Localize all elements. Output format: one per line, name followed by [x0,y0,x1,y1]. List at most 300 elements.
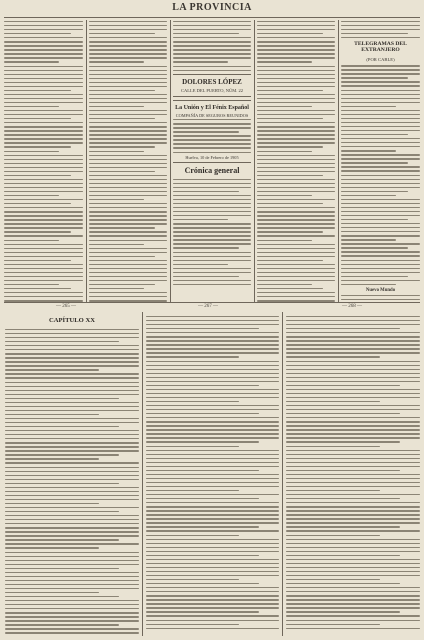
text-line [286,567,420,568]
news-column-5 [341,21,420,303]
text-line [146,559,279,560]
text-line [286,587,420,588]
text-line [5,552,139,553]
text-line [257,94,335,95]
text-line [4,86,83,87]
text-line [257,179,335,180]
text-line [173,284,251,285]
text-line [5,479,139,480]
text-line [4,296,83,297]
text-line [286,535,380,536]
text-line [173,264,228,265]
text-line [4,130,83,131]
text-line [146,575,279,576]
text-line [257,61,312,62]
text-line [5,450,139,451]
text-line [286,332,420,333]
text-line [173,57,251,58]
text-line [146,478,279,479]
text-line [257,106,312,107]
text-line [4,264,83,265]
text-line [341,235,420,236]
text-line [4,57,83,58]
text-line [89,102,167,103]
text-line [4,98,83,99]
text-line [286,530,420,531]
text-line [173,280,251,281]
text-line [341,150,396,151]
column-divider [86,20,87,303]
text-line [146,328,259,329]
column-divider [254,20,255,303]
text-line [5,527,139,528]
text-line [257,126,335,127]
text-line [5,353,139,354]
text-line [5,539,119,540]
text-line [89,199,144,200]
text-line [286,421,420,422]
text-line [173,211,251,212]
text-line [5,357,139,358]
text-line [341,199,420,200]
text-line [5,576,139,577]
text-line [89,37,167,38]
text-line [173,203,251,204]
text-line [89,122,167,123]
folio-right: — 268 — [342,304,362,309]
text-line [5,410,139,411]
ad-title: La Unión y El Fénix Español [175,105,249,112]
text-line [286,526,400,527]
text-line [146,316,279,317]
text-line [257,159,335,160]
text-line [4,122,83,123]
text-line [257,296,335,297]
text-line [341,158,420,159]
text-line [5,422,139,423]
text-line [146,628,279,629]
text-line [5,458,99,459]
text-line [4,288,71,289]
text-line [257,195,312,196]
folio-left: — 265 — [56,304,76,309]
serial-column-3 [286,316,420,636]
text-line [89,53,167,54]
text-line [286,591,420,592]
text-line [4,203,71,204]
text-line [173,49,251,50]
text-line [257,163,335,164]
text-line [257,130,335,131]
text-line [89,264,167,265]
text-line [286,579,380,580]
text-line [4,215,83,216]
section-title-telegramas: TELEGRAMAS DEL EXTRANJERO [354,41,407,54]
text-line [89,78,167,79]
text-line [146,591,279,592]
text-line [146,506,279,507]
text-line [89,252,167,253]
text-line [89,45,167,46]
advertisement-fenix [173,100,251,163]
text-line [89,191,167,192]
text-line [286,320,420,321]
text-line [173,152,251,153]
text-line [146,356,239,357]
text-line [341,73,420,74]
ad-text [173,119,251,153]
text-line [341,255,420,256]
text-line [146,348,279,349]
ad-date: Huelva, 10 de Febrero de 1905 [185,154,239,160]
text-line [4,94,83,95]
text-line [146,377,279,378]
text-line [5,535,139,536]
ad-address: CALLE DEL PUERTO, NÚM. 22 [181,88,243,94]
text-line [286,474,420,475]
text-line [4,219,83,220]
text-line [5,418,139,419]
text-line [5,454,119,455]
text-line [89,248,167,249]
text-line [173,231,251,232]
text-line [286,437,420,438]
text-line [286,502,420,503]
text-line [4,268,83,269]
text-line [341,94,420,95]
text-line [173,247,239,248]
text-line [89,155,167,156]
text-line [89,138,167,139]
text-line [5,592,99,593]
text-line [89,49,167,50]
text-line [257,66,335,67]
feuilleton-rule [4,302,420,303]
text-line [257,207,335,208]
text-line [257,53,335,54]
text-line [89,203,167,204]
text-line [286,425,420,426]
text-line [5,491,139,492]
text-line [341,191,408,192]
text-line [89,179,167,180]
text-line [146,522,279,523]
column-text [4,21,83,302]
text-line [89,219,167,220]
text-line [5,406,139,407]
text-line [173,123,251,124]
column-text [173,21,251,71]
text-line [257,199,335,200]
text-line [89,159,167,160]
text-line [4,223,83,224]
text-line [4,195,59,196]
text-line [89,187,167,188]
text-line [4,33,71,34]
text-line [341,268,420,269]
text-line [257,268,335,269]
text-line [286,599,420,600]
text-line [146,518,279,519]
text-line [257,256,335,257]
text-line [5,361,139,362]
text-line [286,417,420,418]
text-line [286,543,420,544]
column-text [146,316,279,629]
text-line [257,134,335,135]
text-line [341,207,420,208]
text-line [5,519,139,520]
text-line [286,441,400,442]
text-line [286,490,380,491]
text-line [173,143,251,144]
text-line [286,413,400,414]
text-line [286,498,400,499]
text-line [173,53,251,54]
text-line [341,130,420,131]
text-line [341,142,420,143]
ad-title: DOLORES LÓPEZ [182,77,242,86]
text-line [4,106,59,107]
text-line [173,215,251,216]
text-line [257,98,335,99]
text-line [4,90,71,91]
column-text [89,21,167,156]
text-line [286,340,420,341]
text-line [89,106,144,107]
text-line [146,498,259,499]
text-line [257,151,312,152]
text-line [257,78,335,79]
text-line [173,223,251,224]
text-line [286,446,380,447]
text-line [5,390,139,391]
text-line [341,25,420,26]
text-line [146,441,259,442]
text-line [173,179,251,180]
text-line [4,159,83,160]
text-line [146,555,259,556]
text-line [286,348,420,349]
text-line [257,142,335,143]
text-line [257,146,323,147]
text-line [5,568,119,569]
text-line [4,110,83,111]
text-line [5,511,119,512]
text-line [4,61,59,62]
text-line [341,102,420,103]
text-line [89,41,167,42]
text-line [4,29,83,30]
text-line [89,134,167,135]
text-line [146,369,279,370]
text-line [4,227,83,228]
text-line [89,110,167,111]
text-line [341,195,396,196]
text-line [257,292,335,293]
text-line [146,547,279,548]
text-line [257,276,335,277]
text-line [146,526,259,527]
text-line [257,280,335,281]
text-line [341,29,420,30]
text-line [146,462,279,463]
text-line [286,450,420,451]
text-line [341,223,420,224]
text-line [146,361,279,362]
text-line [89,74,167,75]
text-line [146,332,279,333]
text-line [4,252,83,253]
text-line [146,482,279,483]
text-line [5,515,139,516]
text-line [341,77,408,78]
text-line [5,503,99,504]
text-line [5,531,139,532]
text-line [5,556,139,557]
text-line [173,33,239,34]
text-line [341,247,408,248]
text-line [4,134,83,135]
text-line [173,183,251,184]
text-line [146,551,279,552]
text-line [4,142,83,143]
text-line [341,106,396,107]
text-line [257,70,335,71]
text-line [286,478,420,479]
text-line [341,110,420,111]
text-line [257,264,335,265]
text-line [5,442,139,443]
text-line [257,223,335,224]
text-line [5,620,139,621]
text-line [5,402,139,403]
text-line [286,389,420,390]
text-line [257,86,335,87]
text-line [341,33,408,34]
text-line [146,466,279,467]
text-line [89,114,167,115]
text-line [5,499,139,500]
text-line [286,401,380,402]
text-line [341,114,420,115]
text-line [341,272,420,273]
text-line [286,595,420,596]
text-line [89,57,167,58]
text-line [4,260,71,261]
text-line [4,175,71,176]
text-line [286,352,420,353]
text-line [4,138,83,139]
text-line [146,624,239,625]
text-line [257,260,323,261]
text-line [146,530,279,531]
text-line [89,167,167,168]
column-text [286,316,420,629]
text-line [341,260,420,261]
text-line [286,611,400,612]
text-line [4,276,83,277]
text-line [146,381,279,382]
text-line [286,571,420,572]
text-line [89,171,155,172]
text-line [5,345,139,346]
text-line [173,135,251,136]
text-line [341,299,420,300]
text-line [173,260,251,261]
text-line [341,134,408,135]
text-line [146,603,279,604]
text-line [286,603,420,604]
news-column-3 [173,21,251,303]
text-line [4,272,83,273]
text-line [173,70,251,71]
text-line [286,555,400,556]
text-line [4,45,83,46]
text-line [146,486,279,487]
text-line [89,90,155,91]
text-line [341,85,420,86]
text-line [341,284,396,285]
text-line [286,344,420,345]
text-line [146,470,259,471]
newspaper-masthead: LA PROVINCIA [172,2,252,13]
text-line [286,381,420,382]
text-line [286,462,420,463]
text-line [146,413,259,414]
text-line [89,272,167,273]
text-line [146,417,279,418]
text-line [146,320,279,321]
column-text [257,21,335,302]
text-line [341,280,420,281]
text-line [286,539,420,540]
text-line [341,37,420,38]
text-line [173,207,251,208]
text-line [146,437,279,438]
text-line [4,102,83,103]
text-line [4,78,83,79]
text-line [146,421,279,422]
text-line [5,369,99,370]
text-line [4,231,71,232]
text-line [146,340,279,341]
text-line [341,179,420,180]
text-line [89,288,144,289]
text-line [257,114,335,115]
text-line [4,167,83,168]
text-line [286,628,420,629]
text-line [5,467,139,468]
text-line [286,547,420,548]
masthead-rule [4,17,420,18]
text-line [341,170,420,171]
text-line [89,284,155,285]
text-line [89,207,167,208]
text-line [146,587,279,588]
text-line [4,240,59,241]
text-line [257,240,312,241]
text-line [286,356,380,357]
text-line [5,365,139,366]
text-line [89,29,167,30]
text-line [146,510,279,511]
text-line [4,199,83,200]
text-line [257,90,323,91]
text-line [89,151,144,152]
text-line [257,37,335,38]
text-line [5,349,139,350]
